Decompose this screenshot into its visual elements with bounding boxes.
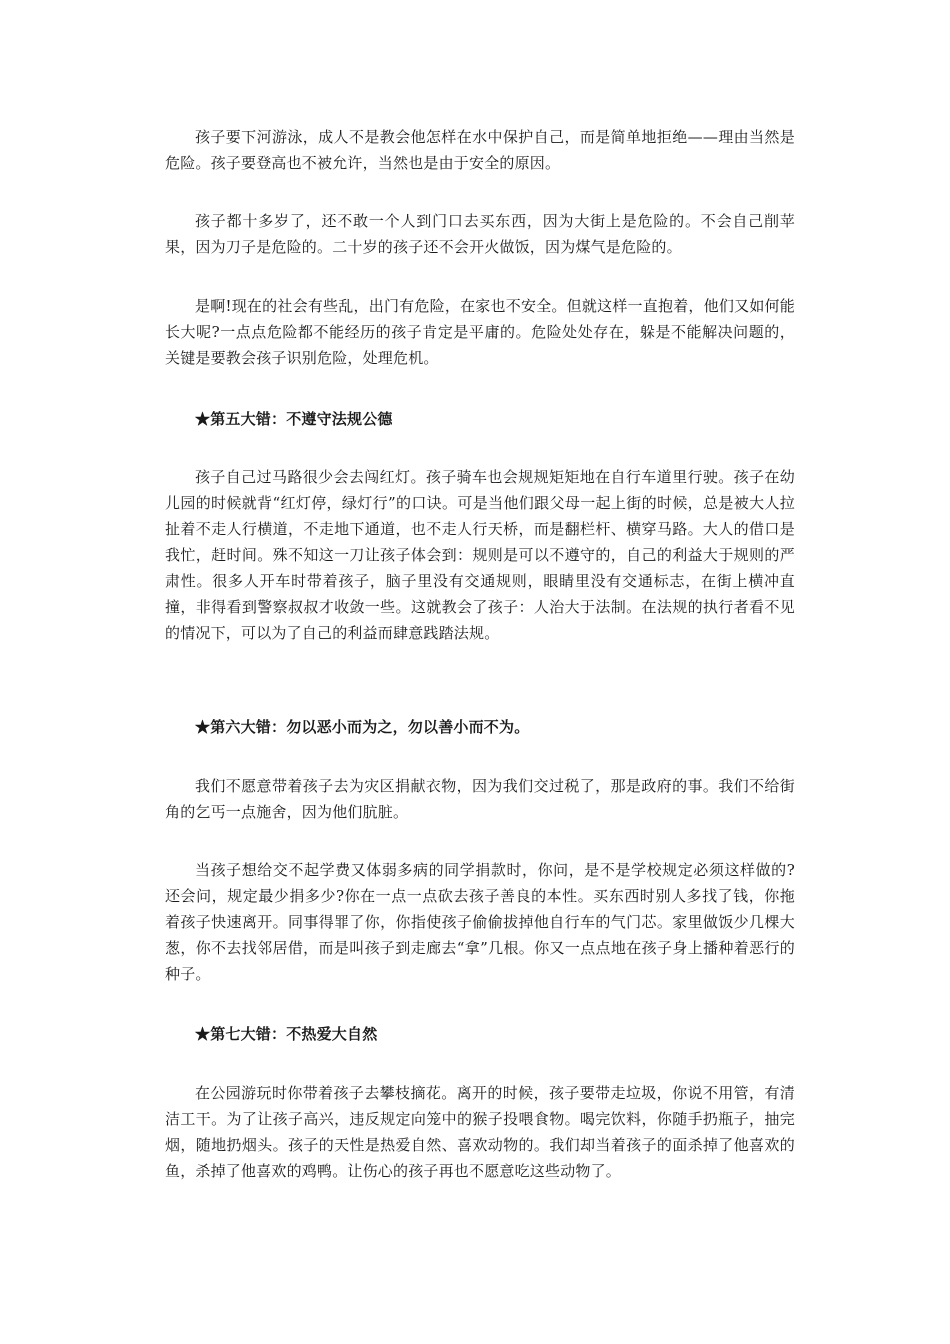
paragraph-danger-swimming: 孩子要下河游泳，成人不是教会他怎样在水中保护自己，而是简单地拒绝——理由当然是危险。孩子要登高也不被允许，当然也是由于安全的原因。	[165, 128, 795, 172]
paragraph-nature: 在公园游玩时你带着孩子去攀枝摘花。离开的时候，孩子要带走垃圾，你说不用管，有清洁工干。为了让孩子高兴，违反规定向笼中的猴子投喂食物。喝完饮料，你随手扔瓶子，抽完烟，随地扔烟头。孩子的天性是热爱自然、喜欢动物的。我们却当着孩子的面杀掉了他喜欢的鱼，杀掉了他喜欢的鸡鸭。让伤心的孩子再也不愿意吃这些动物了。	[165, 1084, 795, 1180]
section-heading-seventh-mistake: ★第七大错：不热爱大自然	[195, 1025, 378, 1043]
paragraph-traffic-rules: 孩子自己过马路很少会去闯红灯。孩子骑车也会规规矩矩地在自行车道里行驶。孩子在幼儿园的时候就背“红灯停，绿灯行”的口诀。可是当他们跟父母一起上街的时候，总是被大人拉扯着不走人行横道，不走地下通道，也不走人行天桥，而是翻栏杆、横穿马路。大人的借口是我忙，赶时间。殊不知这一刀让孩子体会到：规则是可以不遵守的，自己的利益大于规则的严肃性。很多人开车时带着孩子，脑子里没有交通规则，眼睛里没有交通标志，在街上横冲直撞，非得看到警察叔叔才收敛一些。这就教会了孩子：人治大于法制。在法规的执行者看不见的情况下，可以为了自己的利益而肆意践踏法规。	[165, 468, 795, 642]
paragraph-danger-home: 孩子都十多岁了，还不敢一个人到门口去买东西，因为大街上是危险的。不会自己削苹果，因为刀子是危险的。二十岁的孩子还不会开火做饭，因为煤气是危险的。	[165, 212, 795, 256]
paragraph-danger-society: 是啊!现在的社会有些乱，出门有危险，在家也不安全。但就这样一直抱着，他们又如何能长大呢?一点点危险都不能经历的孩子肯定是平庸的。危险处处存在，躲是不能解决问题的，关键是要教会孩子识别危险，处理危机。	[165, 297, 795, 367]
paragraph-donation: 我们不愿意带着孩子去为灾区捐献衣物，因为我们交过税了，那是政府的事。我们不给街角的乞丐一点施舍，因为他们肮脏。	[165, 777, 795, 821]
section-heading-fifth-mistake: ★第五大错：不遵守法规公德	[195, 410, 393, 428]
section-heading-sixth-mistake: ★第六大错：勿以恶小而为之，勿以善小而不为。	[195, 718, 530, 736]
paragraph-kindness: 当孩子想给交不起学费又体弱多病的同学捐款时，你问，是不是学校规定必须这样做的?还会问，规定最少捐多少?你在一点一点砍去孩子善良的本性。买东西时别人多找了钱，你拖着孩子快速离开。同事得罪了你，你指使孩子偷偷拔掉他自行车的气门芯。家里做饭少几棵大葱，你不去找邻居借，而是叫孩子到走廊去“拿”几根。你又一点点地在孩子身上播种着恶行的种子。	[165, 861, 795, 983]
